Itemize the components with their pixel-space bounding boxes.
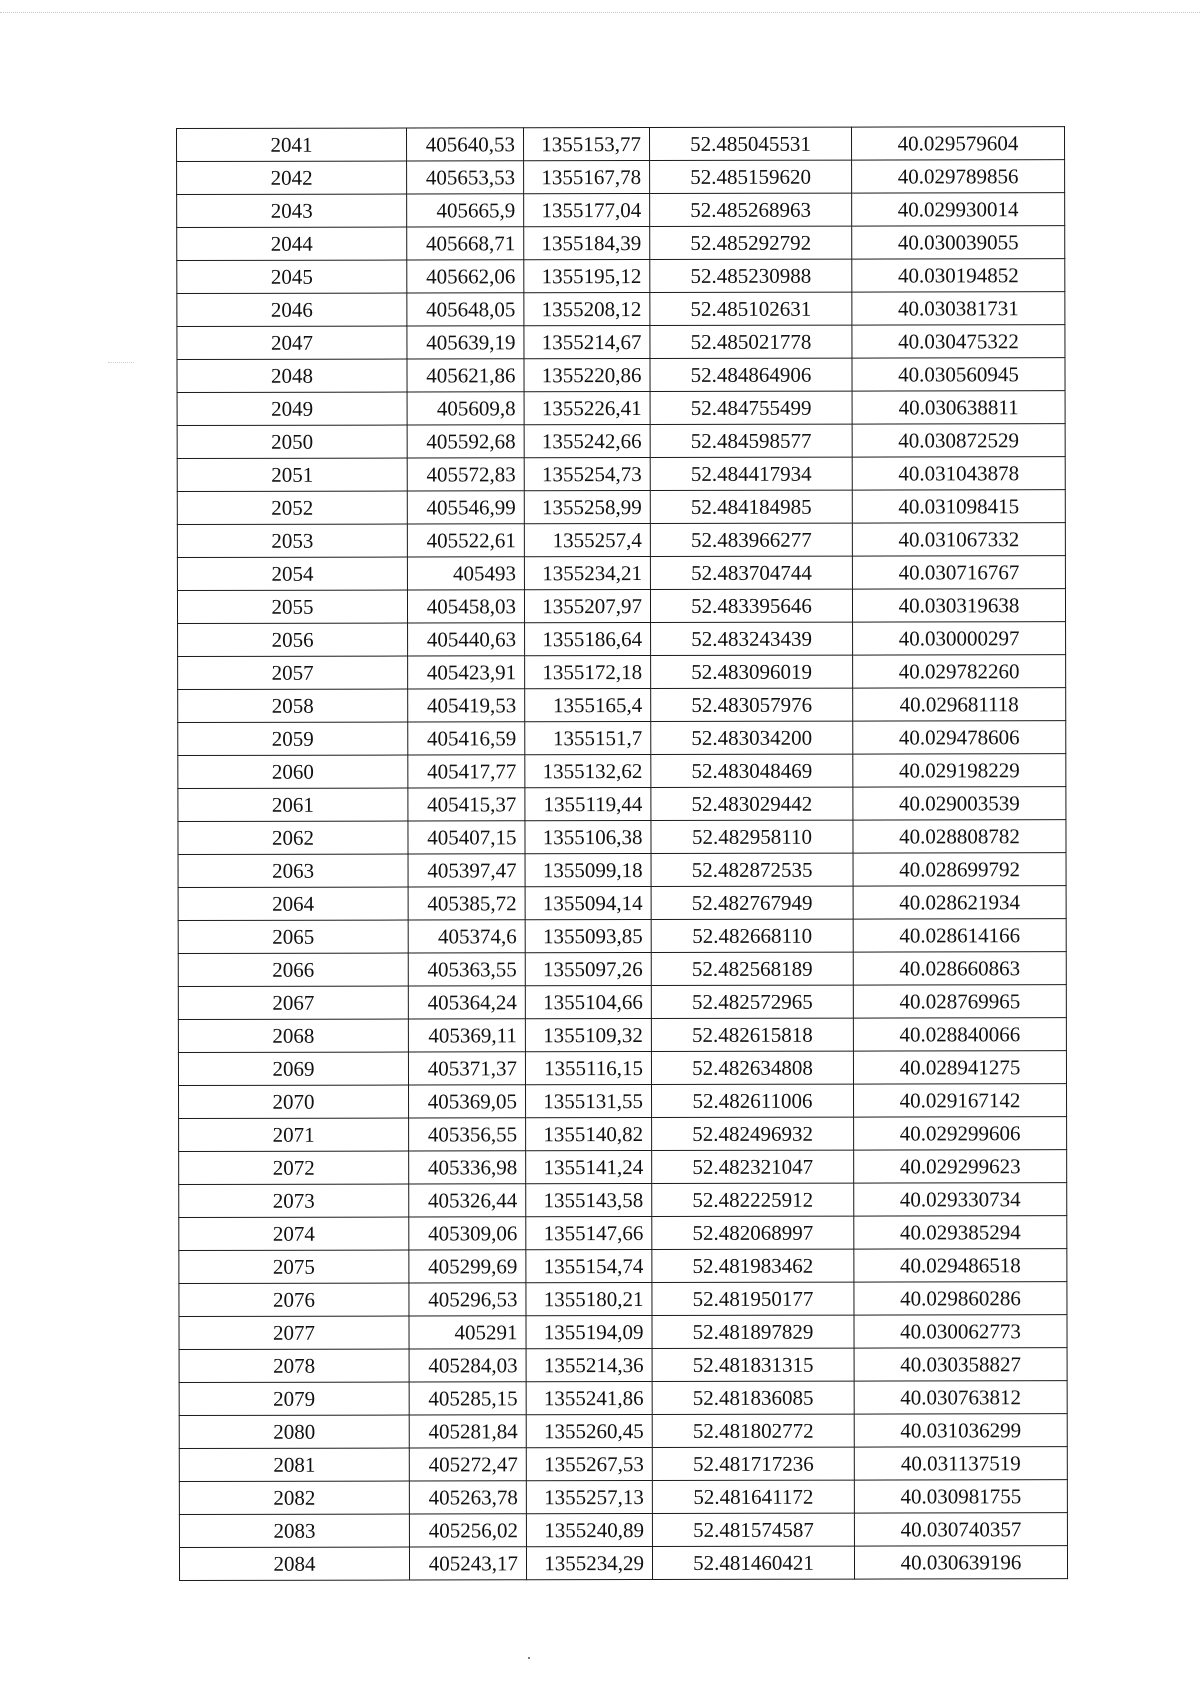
- cell-lat: 52.481897829: [652, 1315, 854, 1348]
- cell-x: 405336,98: [409, 1151, 526, 1184]
- cell-lon: 40.030319638: [852, 589, 1065, 622]
- cell-x: 405296,53: [409, 1283, 526, 1316]
- cell-x: 405363,55: [408, 953, 525, 986]
- cell-x: 405371,37: [408, 1052, 525, 1085]
- cell-lat: 52.485102631: [650, 292, 852, 325]
- cell-lon: 40.028621934: [853, 886, 1066, 919]
- cell-lat: 52.485045531: [650, 127, 852, 160]
- cell-lon: 40.029198229: [853, 754, 1066, 787]
- cell-point: 2077: [179, 1316, 409, 1349]
- table-row: [179, 1513, 1067, 1548]
- table-row: [177, 424, 1065, 459]
- cell-x: 405374,6: [408, 920, 525, 953]
- cell-y: 1355186,64: [525, 623, 651, 656]
- cell-lat: 52.484864906: [650, 358, 852, 391]
- cell-lat: 52.482572965: [651, 985, 853, 1018]
- cell-point: 2041: [177, 128, 407, 161]
- cell-lon: 40.030740357: [854, 1513, 1067, 1546]
- cell-point: 2083: [179, 1514, 409, 1547]
- table-row: [177, 160, 1065, 195]
- cell-lon: 40.030716767: [852, 556, 1065, 589]
- table-row: [177, 391, 1065, 426]
- cell-lat: 52.484184985: [650, 490, 852, 523]
- cell-lat: 52.481836085: [652, 1381, 854, 1414]
- cell-lat: 52.483048469: [651, 754, 853, 787]
- table-row: [177, 226, 1065, 261]
- cell-lon: 40.030560945: [852, 358, 1065, 391]
- table-row: [178, 754, 1066, 789]
- cell-x: 405648,05: [407, 293, 524, 326]
- cell-lon: 40.029579604: [851, 127, 1064, 160]
- cell-y: 1355119,44: [525, 788, 651, 821]
- cell-point: 2045: [177, 260, 407, 293]
- cell-lat: 52.482872535: [651, 853, 853, 886]
- cell-lat: 52.483243439: [651, 622, 853, 655]
- cell-point: 2071: [179, 1118, 409, 1151]
- cell-lon: 40.029789856: [852, 160, 1065, 193]
- table-row: [179, 1183, 1067, 1218]
- cell-y: 1355180,21: [526, 1283, 652, 1316]
- cell-lon: 40.028614166: [853, 919, 1066, 952]
- table-row: [179, 1447, 1067, 1482]
- table-row: [178, 787, 1066, 822]
- cell-point: 2066: [178, 953, 408, 986]
- cell-point: 2076: [179, 1283, 409, 1316]
- cell-lon: 40.029385294: [854, 1216, 1067, 1249]
- cell-lat: 52.483057976: [651, 688, 853, 721]
- cell-point: 2078: [179, 1349, 409, 1382]
- cell-x: 405291: [409, 1316, 526, 1349]
- table-row: [178, 688, 1066, 723]
- cell-point: 2082: [179, 1481, 409, 1514]
- table-row: [177, 457, 1065, 492]
- cell-y: 1355214,36: [526, 1349, 652, 1382]
- cell-lon: 40.028808782: [853, 820, 1066, 853]
- cell-y: 1355184,39: [524, 227, 650, 260]
- cell-lat: 52.483395646: [650, 589, 852, 622]
- cell-point: 2050: [177, 425, 407, 458]
- cell-lon: 40.029167142: [854, 1084, 1067, 1117]
- cell-point: 2060: [178, 755, 408, 788]
- table-row: [177, 358, 1065, 393]
- cell-x: 405309,06: [409, 1217, 526, 1250]
- cell-lon: 40.030062773: [854, 1315, 1067, 1348]
- cell-y: 1355097,26: [525, 953, 651, 986]
- table-row: [179, 1381, 1067, 1416]
- cell-lon: 40.029782260: [853, 655, 1066, 688]
- cell-lat: 52.485292792: [650, 226, 852, 259]
- cell-lon: 40.029930014: [852, 193, 1065, 226]
- cell-x: 405356,55: [409, 1118, 526, 1151]
- table-row: [179, 1084, 1067, 1119]
- cell-x: 405417,77: [408, 755, 525, 788]
- cell-x: 405522,61: [407, 524, 524, 557]
- cell-y: 1355143,58: [526, 1184, 652, 1217]
- cell-y: 1355234,29: [526, 1547, 652, 1580]
- cell-y: 1355165,4: [525, 689, 651, 722]
- cell-lon: 40.031067332: [852, 523, 1065, 556]
- cell-y: 1355131,55: [526, 1085, 652, 1118]
- cell-x: 405592,68: [407, 425, 524, 458]
- table-row: [177, 127, 1065, 162]
- cell-point: 2046: [177, 293, 407, 326]
- cell-x: 405653,53: [407, 161, 524, 194]
- cell-lat: 52.481950177: [652, 1282, 854, 1315]
- cell-lat: 52.485268963: [650, 193, 852, 226]
- cell-point: 2072: [179, 1151, 409, 1184]
- cell-x: 405546,99: [407, 491, 524, 524]
- cell-lon: 40.029486518: [854, 1249, 1067, 1282]
- cell-lat: 52.481717236: [652, 1447, 854, 1480]
- table-row: [178, 985, 1066, 1020]
- cell-point: 2070: [179, 1085, 409, 1118]
- cell-lat: 52.482611006: [652, 1084, 854, 1117]
- cell-point: 2047: [177, 326, 407, 359]
- cell-x: 405609,8: [407, 392, 524, 425]
- cell-point: 2073: [179, 1184, 409, 1217]
- cell-lon: 40.030639196: [854, 1546, 1067, 1579]
- cell-x: 405284,03: [409, 1349, 526, 1382]
- cell-x: 405299,69: [409, 1250, 526, 1283]
- cell-y: 1355106,38: [525, 821, 651, 854]
- cell-lon: 40.030381731: [852, 292, 1065, 325]
- cell-point: 2044: [177, 227, 407, 260]
- table-row: [178, 820, 1066, 855]
- cell-y: 1355195,12: [524, 260, 650, 293]
- coordinates-table: [176, 126, 1068, 1581]
- table-row: [178, 1018, 1066, 1053]
- cell-lat: 52.484417934: [650, 457, 852, 490]
- cell-lon: 40.029681118: [853, 688, 1066, 721]
- cell-x: 405407,15: [408, 821, 525, 854]
- cell-y: 1355132,62: [525, 755, 651, 788]
- table-row: [177, 589, 1065, 624]
- cell-x: 405621,86: [407, 359, 524, 392]
- cell-x: 405263,78: [409, 1481, 526, 1514]
- table-row: [177, 292, 1065, 327]
- cell-lon: 40.030039055: [852, 226, 1065, 259]
- cell-point: 2067: [178, 986, 408, 1019]
- cell-lat: 52.483096019: [651, 655, 853, 688]
- cell-lon: 40.029860286: [854, 1282, 1067, 1315]
- cell-lon: 40.028769965: [853, 985, 1066, 1018]
- cell-lon: 40.030763812: [854, 1381, 1067, 1414]
- cell-lat: 52.482668110: [651, 919, 853, 952]
- cell-x: 405243,17: [409, 1547, 526, 1580]
- cell-lat: 52.485021778: [650, 325, 852, 358]
- cell-lon: 40.030194852: [852, 259, 1065, 292]
- coordinates-table-body: [177, 127, 1068, 1581]
- cell-lat: 52.481983462: [652, 1249, 854, 1282]
- cell-lon: 40.030981755: [854, 1480, 1067, 1513]
- cell-y: 1355254,73: [524, 458, 650, 491]
- table-row: [178, 655, 1066, 690]
- cell-y: 1355257,13: [526, 1481, 652, 1514]
- cell-point: 2056: [178, 623, 408, 656]
- cell-x: 405369,11: [408, 1019, 525, 1052]
- cell-lat: 52.481460421: [652, 1546, 854, 1579]
- cell-y: 1355220,86: [524, 359, 650, 392]
- cell-y: 1355104,66: [525, 986, 651, 1019]
- cell-x: 405385,72: [408, 887, 525, 920]
- cell-point: 2051: [177, 458, 407, 491]
- table-row: [179, 1117, 1067, 1152]
- table-row: [179, 1546, 1067, 1581]
- cell-y: 1355141,24: [526, 1151, 652, 1184]
- cell-x: 405423,91: [408, 656, 525, 689]
- cell-point: 2063: [178, 854, 408, 887]
- cell-point: 2055: [177, 590, 407, 623]
- cell-y: 1355167,78: [524, 161, 650, 194]
- table-row: [179, 1480, 1067, 1515]
- table-row: [178, 919, 1066, 954]
- cell-y: 1355257,4: [524, 524, 650, 557]
- cell-y: 1355260,45: [526, 1415, 652, 1448]
- table-row: [179, 1414, 1067, 1449]
- cell-point: 2080: [179, 1415, 409, 1448]
- table-row: [178, 622, 1066, 657]
- cell-lon: 40.030358827: [854, 1348, 1067, 1381]
- cell-lon: 40.031137519: [854, 1447, 1067, 1480]
- cell-y: 1355240,89: [526, 1514, 652, 1547]
- cell-lat: 52.482068997: [652, 1216, 854, 1249]
- cell-lon: 40.031036299: [854, 1414, 1067, 1447]
- cell-lon: 40.029478606: [853, 721, 1066, 754]
- cell-y: 1355093,85: [525, 920, 651, 953]
- table-row: [178, 886, 1066, 921]
- cell-x: 405572,83: [407, 458, 524, 491]
- cell-x: 405415,37: [408, 788, 525, 821]
- cell-point: 2074: [179, 1217, 409, 1250]
- cell-lat: 52.482958110: [651, 820, 853, 853]
- cell-y: 1355099,18: [525, 854, 651, 887]
- cell-point: 2068: [178, 1019, 408, 1052]
- cell-y: 1355116,15: [525, 1052, 651, 1085]
- cell-point: 2057: [178, 656, 408, 689]
- table-row: [177, 556, 1065, 591]
- cell-y: 1355151,7: [525, 722, 651, 755]
- table-row: [179, 1150, 1067, 1185]
- cell-x: 405256,02: [409, 1514, 526, 1547]
- cell-point: 2058: [178, 689, 408, 722]
- cell-point: 2042: [177, 161, 407, 194]
- table-row: [179, 1348, 1067, 1383]
- cell-x: 405493: [407, 557, 524, 590]
- cell-y: 1355267,53: [526, 1448, 652, 1481]
- table-row: [177, 193, 1065, 228]
- cell-y: 1355207,97: [524, 590, 650, 623]
- cell-point: 2064: [178, 887, 408, 920]
- cell-lat: 52.481574587: [652, 1513, 854, 1546]
- cell-lon: 40.028941275: [853, 1051, 1066, 1084]
- cell-x: 405419,53: [408, 689, 525, 722]
- cell-x: 405369,05: [409, 1085, 526, 1118]
- cell-point: 2059: [178, 722, 408, 755]
- cell-y: 1355109,32: [525, 1019, 651, 1052]
- cell-lat: 52.483034200: [651, 721, 853, 754]
- cell-lat: 52.482225912: [652, 1183, 854, 1216]
- table-row: [178, 952, 1066, 987]
- cell-lat: 52.481641172: [652, 1480, 854, 1513]
- cell-x: 405640,53: [407, 128, 524, 161]
- cell-point: 2043: [177, 194, 407, 227]
- cell-lat: 52.481802772: [652, 1414, 854, 1447]
- table-row: [179, 1249, 1067, 1284]
- cell-lat: 52.482767949: [651, 886, 853, 919]
- cell-point: 2054: [177, 557, 407, 590]
- cell-lat: 52.482568189: [651, 952, 853, 985]
- cell-point: 2065: [178, 920, 408, 953]
- cell-y: 1355194,09: [526, 1316, 652, 1349]
- cell-x: 405281,84: [409, 1415, 526, 1448]
- cell-y: 1355208,12: [524, 293, 650, 326]
- cell-lat: 52.483966277: [650, 523, 852, 556]
- table-row: [179, 1315, 1067, 1350]
- cell-x: 405326,44: [409, 1184, 526, 1217]
- cell-lon: 40.028660863: [853, 952, 1066, 985]
- cell-y: 1355140,82: [526, 1118, 652, 1151]
- cell-y: 1355154,74: [526, 1250, 652, 1283]
- cell-point: 2053: [177, 524, 407, 557]
- cell-x: 405458,03: [407, 590, 524, 623]
- cell-x: 405364,24: [408, 986, 525, 1019]
- cell-y: 1355147,66: [526, 1217, 652, 1250]
- cell-y: 1355226,41: [524, 392, 650, 425]
- cell-lat: 52.484755499: [650, 391, 852, 424]
- table-row: [179, 1282, 1067, 1317]
- cell-lat: 52.483029442: [651, 787, 853, 820]
- table-row: [178, 721, 1066, 756]
- cell-lon: 40.031098415: [852, 490, 1065, 523]
- cell-x: 405285,15: [409, 1382, 526, 1415]
- cell-lat: 52.482615818: [651, 1018, 853, 1051]
- cell-y: 1355172,18: [525, 656, 651, 689]
- cell-lon: 40.030638811: [852, 391, 1065, 424]
- cell-point: 2079: [179, 1382, 409, 1415]
- cell-lat: 52.485230988: [650, 259, 852, 292]
- cell-y: 1355234,21: [524, 557, 650, 590]
- cell-lon: 40.030475322: [852, 325, 1065, 358]
- cell-lat: 52.482634808: [651, 1051, 853, 1084]
- cell-y: 1355153,77: [524, 128, 650, 161]
- cell-lon: 40.028699792: [853, 853, 1066, 886]
- cell-x: 405272,47: [409, 1448, 526, 1481]
- cell-point: 2081: [179, 1448, 409, 1481]
- cell-lon: 40.029330734: [854, 1183, 1067, 1216]
- cell-lat: 52.482496932: [652, 1117, 854, 1150]
- cell-point: 2052: [177, 491, 407, 524]
- cell-point: 2049: [177, 392, 407, 425]
- page-dot: [528, 1657, 530, 1659]
- cell-y: 1355241,86: [526, 1382, 652, 1415]
- table-row: [179, 1216, 1067, 1251]
- cell-lon: 40.029299606: [854, 1117, 1067, 1150]
- scan-edge-line: [0, 12, 1200, 13]
- cell-y: 1355094,14: [525, 887, 651, 920]
- cell-lon: 40.029299623: [854, 1150, 1067, 1183]
- cell-point: 2061: [178, 788, 408, 821]
- cell-point: 2084: [179, 1547, 409, 1580]
- cell-lat: 52.485159620: [650, 160, 852, 193]
- cell-lon: 40.029003539: [853, 787, 1066, 820]
- cell-lon: 40.030872529: [852, 424, 1065, 457]
- cell-x: 405662,06: [407, 260, 524, 293]
- cell-lat: 52.481831315: [652, 1348, 854, 1381]
- cell-y: 1355214,67: [524, 326, 650, 359]
- cell-x: 405665,9: [407, 194, 524, 227]
- cell-y: 1355258,99: [524, 491, 650, 524]
- scan-mark: [108, 362, 134, 363]
- cell-lat: 52.484598577: [650, 424, 852, 457]
- table-row: [177, 490, 1065, 525]
- cell-point: 2062: [178, 821, 408, 854]
- cell-lon: 40.030000297: [853, 622, 1066, 655]
- cell-point: 2075: [179, 1250, 409, 1283]
- cell-x: 405639,19: [407, 326, 524, 359]
- cell-x: 405440,63: [408, 623, 525, 656]
- table-row: [177, 325, 1065, 360]
- cell-point: 2069: [178, 1052, 408, 1085]
- cell-point: 2048: [177, 359, 407, 392]
- table-row: [178, 1051, 1066, 1086]
- table-row: [177, 259, 1065, 294]
- cell-lon: 40.031043878: [852, 457, 1065, 490]
- cell-y: 1355242,66: [524, 425, 650, 458]
- cell-x: 405668,71: [407, 227, 524, 260]
- cell-x: 405397,47: [408, 854, 525, 887]
- cell-x: 405416,59: [408, 722, 525, 755]
- cell-lat: 52.482321047: [652, 1150, 854, 1183]
- table-row: [178, 853, 1066, 888]
- cell-lat: 52.483704744: [650, 556, 852, 589]
- cell-y: 1355177,04: [524, 194, 650, 227]
- table-row: [177, 523, 1065, 558]
- cell-lon: 40.028840066: [853, 1018, 1066, 1051]
